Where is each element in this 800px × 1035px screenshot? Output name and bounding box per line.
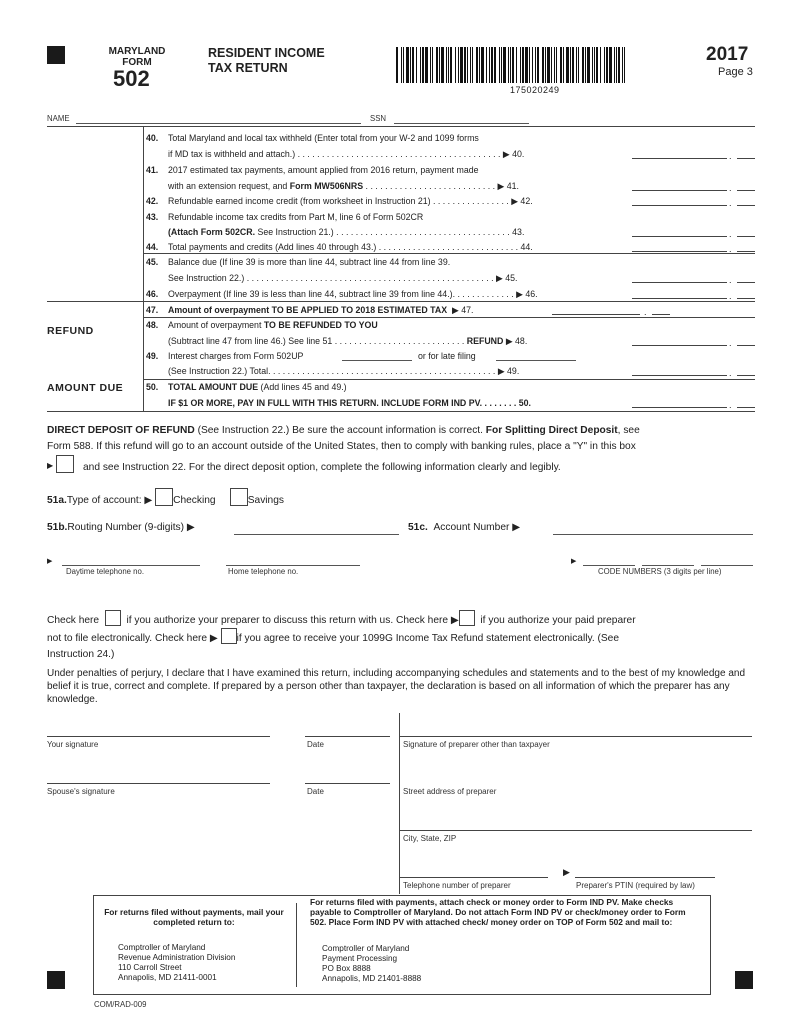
barcode-bar xyxy=(406,47,409,83)
barcode-bar xyxy=(416,47,417,83)
line-41: 41. 2017 estimated tax payments, amount applied from 2016 return, payment made xyxy=(146,165,479,175)
your-signature-label: Your signature xyxy=(47,740,99,749)
daytime-phone-label: Daytime telephone no. xyxy=(66,567,145,576)
paper-file-checkbox[interactable] xyxy=(459,610,475,626)
barcode-bar xyxy=(460,47,463,83)
date-label: Date xyxy=(307,740,324,749)
mailing-without-payment-heading: For returns filed without payments, mail your completed return to: xyxy=(104,907,284,927)
name-field[interactable] xyxy=(76,115,361,124)
routing-number-field[interactable] xyxy=(234,523,399,535)
line-44-cents[interactable] xyxy=(737,242,755,252)
line-50: 50. TOTAL AMOUNT DUE (Add lines 45 and 49.) xyxy=(146,382,347,392)
line-41-cont: with an extension request, and Form MW506NRS . . . . . . . . . . . . . . . . . . . . . . . . . . . ▶ 41. xyxy=(168,181,519,191)
refund-label: REFUND xyxy=(47,325,94,337)
perjury-declaration: Under penalties of perjury, I declare that I have examined this return, including accompanying schedules and statements and to the best of my knowledge and belief it is true, correct and complete. If prepared by a person other than taxpayer, the declaration is based on all information of which the preparer has any knowledge. xyxy=(47,668,746,705)
code-number-1[interactable] xyxy=(583,554,635,566)
barcode-bar xyxy=(450,47,452,83)
street-address-label: Street address of preparer xyxy=(403,787,497,796)
barcode-bar xyxy=(470,47,471,83)
line-50-cents[interactable] xyxy=(737,398,755,408)
line-44-amount[interactable] xyxy=(632,242,727,252)
line-47: 47. Amount of overpayment TO BE APPLIED TO 2018 ESTIMATED TAX ▶ 47. xyxy=(146,305,474,315)
line-43-amount[interactable] xyxy=(632,227,727,237)
line-43-cents[interactable] xyxy=(737,227,755,237)
line-49: 49. Interest charges from Form 502UP xyxy=(146,351,304,361)
barcode-bar xyxy=(432,47,433,83)
arrow-icon: ▶ xyxy=(47,461,54,470)
spouse-signature-label: Spouse's signature xyxy=(47,787,115,796)
barcode-bar xyxy=(441,47,444,83)
authorize-line3: Instruction 24.) xyxy=(47,649,115,660)
line-49-late-label: or for late filing xyxy=(418,351,476,361)
barcode-bar xyxy=(420,47,421,83)
authorize-line1: Check here if you authorize your preparer to discuss this return with us. Check here ▶ if you authorize your paid preparer xyxy=(47,610,755,629)
barcode-bar xyxy=(578,47,579,83)
barcode-bar xyxy=(499,47,500,83)
discuss-return-checkbox[interactable] xyxy=(105,610,121,626)
authorize-line2: not to file electronically. Check here ▶ if you agree to receive your 1099G Income Tax Refund statement electronically. (See xyxy=(47,628,755,647)
barcode-bar xyxy=(587,47,590,83)
checking-checkbox[interactable] xyxy=(155,488,173,506)
account-type-row: 51a.Type of account: ▶ Checking Savings xyxy=(47,488,284,506)
name-label: NAME xyxy=(47,114,70,123)
line-43: 43. Refundable income tax credits from Part M, line 6 of Form 502CR xyxy=(146,212,424,222)
mailing-with-payment-address: Comptroller of Maryland Payment Processing PO Box 8888 Annapolis, MD 21401-8888 xyxy=(322,944,422,983)
registration-mark-top-left xyxy=(47,46,65,64)
arrow-icon: ▶ xyxy=(563,867,570,877)
line-48-cents[interactable] xyxy=(737,336,755,346)
line-45-cents[interactable] xyxy=(737,273,755,283)
home-phone-label: Home telephone no. xyxy=(228,567,299,576)
line-50-amount[interactable] xyxy=(632,398,727,408)
savings-label: Savings xyxy=(247,495,284,506)
barcode-bar xyxy=(425,47,428,83)
barcode-bar xyxy=(606,47,608,83)
barcode-bar xyxy=(570,47,571,83)
line-41-amount[interactable] xyxy=(632,181,727,191)
line-49-cents[interactable] xyxy=(737,366,755,376)
barcode-bar xyxy=(512,47,514,83)
barcode-bar xyxy=(481,47,484,83)
barcode-bar xyxy=(486,47,487,83)
barcode-bar xyxy=(510,47,511,83)
barcode-bar xyxy=(542,47,544,83)
arrow-icon: ▶ xyxy=(571,558,577,565)
tax-year: 2017 xyxy=(706,44,749,65)
barcode-bar xyxy=(489,47,490,83)
barcode-bar xyxy=(535,47,536,83)
preparer-ptin-label: Preparer's PTIN (required by law) xyxy=(576,881,695,890)
barcode-bar xyxy=(594,47,595,83)
barcode-bar xyxy=(412,47,414,83)
line-40: 40. Total Maryland and local tax withheld (Enter total from your W-2 and 1099 forms xyxy=(146,133,479,143)
barcode-bar xyxy=(476,47,478,83)
line-50-cont: IF $1 OR MORE, PAY IN FULL WITH THIS RETURN. INCLUDE FORM IND PV. . . . . . . . 50. xyxy=(168,398,531,408)
barcode-bar xyxy=(563,47,564,83)
barcode-bar xyxy=(522,47,524,83)
line-49-late-field[interactable] xyxy=(496,351,576,361)
barcode-bar xyxy=(614,47,615,83)
home-phone-field[interactable] xyxy=(226,554,360,566)
line-44: 44. Total payments and credits (Add lines 40 through 43.) . . . . . . . . . . . . . . . . . . . . . . . . . . . . . 44. xyxy=(146,242,533,252)
barcode-bar xyxy=(545,47,546,83)
barcode-bar xyxy=(618,47,620,83)
barcode-bar xyxy=(458,47,459,83)
barcode-bar xyxy=(491,47,493,83)
mailing-without-payment-address: Comptroller of Maryland Revenue Administration Division 110 Carroll Street Annapolis, MD 21411-0001 xyxy=(118,943,236,982)
direct-deposit-line2: Form 588. If this refund will go to an account outside of the United States, then to comply with banking rules, place a "Y" in this box xyxy=(47,441,636,452)
registration-mark-bottom-left xyxy=(47,971,65,989)
barcode-bar xyxy=(604,47,605,83)
line-47-amount[interactable] xyxy=(552,305,640,315)
ssn-label: SSN xyxy=(370,114,387,123)
barcode-bar xyxy=(525,47,528,83)
barcode-bar xyxy=(436,47,438,83)
barcode-bar xyxy=(494,47,496,83)
account-number-label: 51c. Account Number ▶ xyxy=(408,522,521,533)
line-45: 45. Balance due (If line 39 is more than line 44, subtract line 44 from line 39. xyxy=(146,257,451,267)
barcode-bar xyxy=(446,47,447,83)
barcode-bar xyxy=(616,47,617,83)
barcode-number: 175020249 xyxy=(510,85,560,95)
line-48-cont: (Subtract line 47 from line 46.) See line 51 . . . . . . . . . . . . . . . . . . . . . . . . . . . REFUND ▶ 48. xyxy=(168,336,528,346)
barcode-bar xyxy=(622,47,623,83)
registration-mark-bottom-right xyxy=(735,971,753,989)
line-46-cents[interactable] xyxy=(737,289,755,299)
barcode-bar xyxy=(560,47,562,83)
preparer-signature-label: Signature of preparer other than taxpayer xyxy=(403,740,550,749)
barcode-bar xyxy=(479,47,480,83)
line-46-amount[interactable] xyxy=(632,289,727,299)
barcode-bar xyxy=(551,47,552,83)
city-state-zip-label: City, State, ZIP xyxy=(403,834,457,843)
barcode-bar xyxy=(609,47,612,83)
barcode-bar xyxy=(529,47,530,83)
line-48: 48. Amount of overpayment TO BE REFUNDED TO YOU xyxy=(146,320,378,330)
page-number: Page 3 xyxy=(718,66,753,78)
line-40-cents[interactable] xyxy=(737,149,755,159)
barcode-bar xyxy=(467,47,468,83)
barcode-bar xyxy=(464,47,466,83)
preparer-phone-label: Telephone number of preparer xyxy=(403,881,511,890)
mailing-with-payment-heading: For returns filed with payments, attach check or money order to Form IND PV. Make checks payable to Comptroller of Maryland. Do not attach Form IND PV or check/money order to Form 502. Place Form IND PV with attached check/ money order on TOP of Form 502 and mail to: xyxy=(310,897,686,927)
line-47-cents[interactable] xyxy=(652,305,670,315)
routing-number-label: 51b.Routing Number (9-digits) ▶ xyxy=(47,522,195,533)
barcode-bar xyxy=(520,47,521,83)
barcode-bar xyxy=(582,47,584,83)
form-code: COM/RAD-009 xyxy=(94,1000,147,1009)
barcode-bar xyxy=(472,47,473,83)
barcode-bar xyxy=(501,47,502,83)
line-49-502up-field[interactable] xyxy=(342,351,412,361)
line-42-cents[interactable] xyxy=(737,196,755,206)
barcode-bar xyxy=(592,47,593,83)
electronic-1099g-checkbox[interactable] xyxy=(221,628,237,644)
line-45-amount[interactable] xyxy=(632,273,727,283)
line-40-amount[interactable] xyxy=(632,149,727,159)
barcode-bar xyxy=(410,47,411,83)
line-49-cont: (See Instruction 22.) Total. . . . . . . . . . . . . . . . . . . . . . . . . . . . . . . . . . . . . . . . . . . . . . . ▶ 49. xyxy=(168,366,520,376)
form-number: 502 xyxy=(113,66,150,91)
line-42: 42. Refundable earned income credit (from worksheet in Instruction 21) . . . . . . . . . . . . . . . . ▶ 42. xyxy=(146,196,533,206)
barcode-bar xyxy=(624,47,625,83)
code-number-2[interactable] xyxy=(642,554,694,566)
line-48-amount[interactable] xyxy=(632,336,727,346)
amount-due-label: AMOUNT DUE xyxy=(47,382,124,394)
barcode-bar xyxy=(403,47,404,83)
barcode-bar xyxy=(566,47,569,83)
line-46: 46. Overpayment (If line 39 is less than line 44, subtract line 39 from line 44.). . . . . . . . . . . . . ▶ 46. xyxy=(146,289,538,299)
barcode-bar xyxy=(572,47,574,83)
barcode-bar xyxy=(448,47,449,83)
barcode-bar xyxy=(516,47,517,83)
barcode-bar xyxy=(556,47,557,83)
barcode-bar xyxy=(537,47,539,83)
barcode-bar xyxy=(532,47,533,83)
line-40-cont: if MD tax is withheld and attach.) . . . . . . . . . . . . . . . . . . . . . . . . . . . . . . . . . . . . . . . . . . ▶ 40. xyxy=(168,149,525,159)
form-state: MARYLAND FORM xyxy=(108,46,166,68)
foreign-account-checkbox[interactable] xyxy=(56,455,74,473)
arrow-icon: ▶ xyxy=(47,558,53,565)
direct-deposit-line3: and see Instruction 22. For the direct deposit option, complete the following information clearly and legibly. xyxy=(83,462,561,473)
checking-label: Checking xyxy=(173,495,216,506)
barcode xyxy=(396,47,678,83)
form-title: RESIDENT INCOME TAX RETURN xyxy=(208,46,325,75)
line-45-cont: See Instruction 22.) . . . . . . . . . . . . . . . . . . . . . . . . . . . . . . . . . . . . . . . . . . . . . . . . . . . ▶ 45. xyxy=(168,273,518,283)
daytime-phone-field[interactable] xyxy=(62,554,200,566)
barcode-bar xyxy=(503,47,506,83)
line-42-amount[interactable] xyxy=(632,196,727,206)
barcode-bar xyxy=(547,47,550,83)
line-49-amount[interactable] xyxy=(632,366,727,376)
barcode-bar xyxy=(576,47,577,83)
barcode-bar xyxy=(439,47,440,83)
ssn-field[interactable] xyxy=(394,115,529,124)
line-43-cont: (Attach Form 502CR. See Instruction 21.) . . . . . . . . . . . . . . . . . . . . . . . . . . . . . . . . . . . . 43. xyxy=(168,227,525,237)
line-41-cents[interactable] xyxy=(737,181,755,191)
savings-checkbox[interactable] xyxy=(230,488,248,506)
code-numbers-label: CODE NUMBERS (3 digits per line) xyxy=(598,567,722,576)
barcode-bar xyxy=(554,47,555,83)
spouse-date-label: Date xyxy=(307,787,324,796)
barcode-bar xyxy=(422,47,424,83)
barcode-bar xyxy=(430,47,431,83)
barcode-bar xyxy=(401,47,402,83)
barcode-bar xyxy=(585,47,586,83)
barcode-bar xyxy=(508,47,509,83)
barcode-bar xyxy=(596,47,598,83)
barcode-bar xyxy=(600,47,601,83)
barcode-bar xyxy=(455,47,456,83)
direct-deposit-text: DIRECT DEPOSIT OF REFUND (See Instruction 22.) Be sure the account information is correct. For Splitting Direct Deposit, see xyxy=(47,425,640,436)
barcode-bar xyxy=(396,47,398,83)
account-number-field[interactable] xyxy=(553,523,753,535)
code-number-3[interactable] xyxy=(701,554,753,566)
